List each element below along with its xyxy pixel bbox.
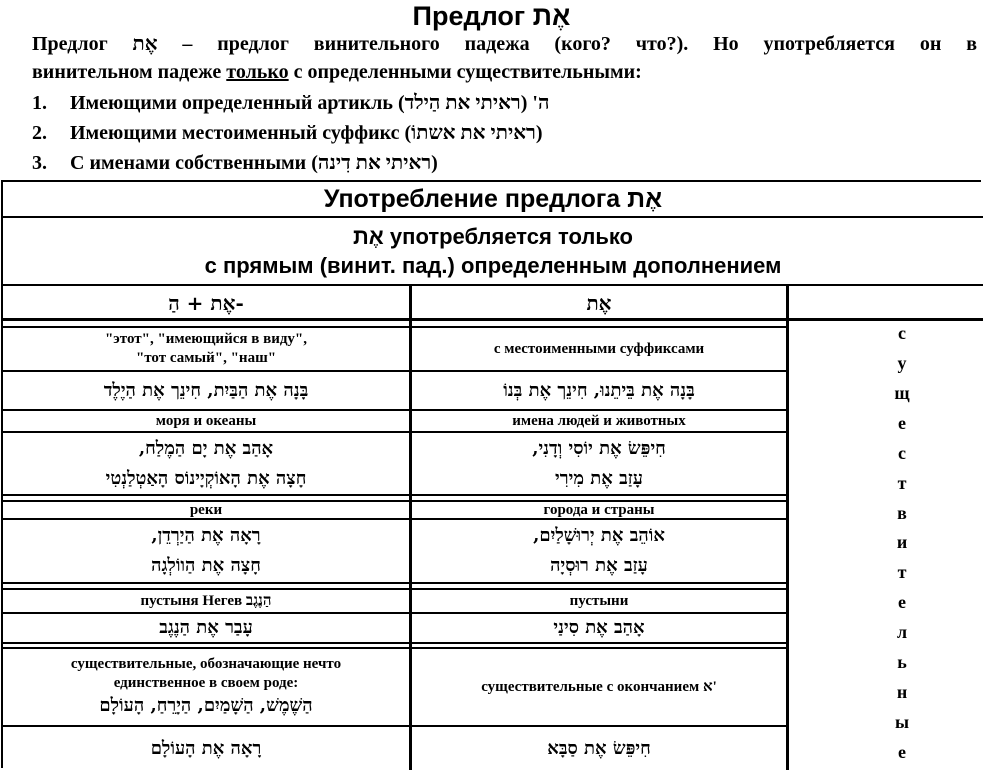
rus-line: реки	[189, 502, 223, 518]
side-vertical-word	[872, 323, 932, 763]
side-letter: щ	[894, 382, 910, 403]
table-row-5-right-heb	[412, 727, 786, 770]
table-row-5-left-rus	[3, 649, 409, 725]
table-subtitle	[3, 218, 983, 284]
table-row-1-right-heb	[412, 372, 786, 409]
rus-line: пустыни	[569, 592, 629, 609]
rus-line: города и страны	[543, 502, 655, 518]
usage-table	[1, 180, 981, 768]
list-number: 2.	[32, 122, 47, 144]
table-row-5-left-heb	[3, 727, 409, 770]
heb-line: בָּנָה אֶת בֵּיתֵנוּ, חִינֵך אֶת בְּנוֹ	[503, 379, 695, 401]
table-row-4-right-heb	[412, 614, 786, 642]
table-title: Употребление предлога אֶת	[323, 184, 663, 213]
heb-line: עָזַב אֶת רוּסְיָה	[550, 555, 648, 576]
rus-line: пустыня Негев הַנֶגֶב	[140, 592, 272, 609]
heb-line: אוֹהֵב אֶת יְרוּשָׁלַיִם,	[533, 525, 665, 546]
rus-line: единственное в своем роде:	[113, 675, 299, 691]
side-letter: е	[898, 741, 906, 762]
intro-line-1: Предлог אֶת – предлог винительного падежа (кого? что?). Но употребляется он в	[32, 33, 977, 55]
list-text: Имеющими определенный артикль ה' (ראיתי את הַילד)	[70, 92, 550, 114]
list-item	[32, 88, 549, 118]
heb-line: הַשֶׁמֶשׁ, הַשָׁמַיִם, הַיָרֵחַ, הָעוֹלָם	[99, 695, 313, 716]
table-row-3-right-heb	[412, 520, 786, 582]
table-row-1-right-rus	[412, 328, 786, 370]
heb-line: בָּנָה אֶת הַבַּיִת, חִינֵך אֶת הַיֶלֶד	[103, 379, 309, 401]
heb-line: רָאָה אֶת הַיַרְדֵן,	[151, 525, 261, 546]
table-row-4-right-rus	[412, 590, 786, 612]
side-letter: и	[896, 532, 908, 553]
side-letter: у	[897, 352, 907, 373]
table-row-2-left-rus	[3, 411, 409, 431]
rules-list	[32, 88, 549, 178]
table-row-1-left-rus	[3, 328, 409, 370]
rus-line: "этот", "имеющийся в виду",	[104, 331, 308, 347]
page-title: Предлог אֶת	[412, 1, 571, 31]
table-subtitle-line-2: с прямым (винит. пад.) определенным дополнением	[204, 253, 782, 278]
table-row-4-left-rus	[3, 590, 409, 612]
heb-line: חָצָה אֶת הַווֹלְגָה	[151, 555, 261, 576]
heb-line: חִיפֵּשׂ אֶת סַבָּא	[547, 737, 651, 759]
rus-line: существительные, обозначающие нечто	[70, 656, 342, 672]
list-item	[32, 118, 549, 148]
heb-line: חָצָה אֶת הָאוֹקְיָינוֹס הָאַטְלַנְטִי	[105, 467, 307, 489]
list-number: 3.	[32, 152, 47, 174]
heb-line: עָזַב אֶת מִירִי	[555, 467, 643, 489]
table-row-3-left-heb	[3, 520, 409, 582]
table-row-3-right-rus	[412, 502, 786, 518]
intro-line-2-before: винительном падеже	[32, 61, 227, 83]
rus-line: имена людей и животных	[512, 412, 686, 429]
intro-line-2-after: с определенными существительными:	[288, 61, 642, 83]
side-letter: ь	[897, 652, 907, 673]
rus-line: существительные с окончанием א'	[481, 678, 717, 695]
table-row-3-left-rus	[3, 502, 409, 518]
table-subtitle-line-1: אֶת употребляется только	[353, 224, 633, 249]
side-letter: е	[898, 592, 906, 613]
list-number: 1.	[32, 92, 47, 114]
heb-line: רָאָה אֶת הָעוֹלָם	[150, 737, 262, 759]
column-header-left: אֶת + הַ-	[168, 290, 244, 315]
list-text: Имеющими местоименный суффикс (ראיתי את אשתוֹ)	[70, 122, 543, 144]
heb-line: אָהַב אֶת סִינַי	[553, 617, 645, 638]
heb-line: חִיפֵּשׂ אֶת יוֹסִי וְדָנִי,	[532, 437, 666, 459]
side-letter: е	[898, 412, 906, 433]
side-letter: т	[897, 472, 907, 493]
list-item	[32, 148, 549, 178]
rus-line: моря и океаны	[155, 412, 257, 429]
intro-line-2	[32, 58, 642, 86]
column-header-right: אֶת	[586, 290, 612, 315]
rus-line: с местоименными суффиксами	[493, 340, 705, 357]
side-letter: с	[898, 323, 906, 343]
intro-underlined-word: только	[226, 61, 289, 83]
table-row-2-left-heb	[3, 433, 409, 494]
side-letter: л	[896, 622, 908, 643]
heb-line: עָבַר אֶת הַנֶגֶב	[159, 617, 253, 638]
table-row-1-left-heb	[3, 372, 409, 409]
list-text: С именами собственными (ראיתי את דִינה)	[70, 152, 438, 174]
table-row-2-right-heb	[412, 433, 786, 494]
rus-line: "тот самый", "наш"	[135, 350, 277, 366]
table-row-4-left-heb	[3, 614, 409, 642]
side-letter: с	[898, 442, 906, 463]
side-letter: т	[897, 562, 907, 583]
table-row-2-right-rus	[412, 411, 786, 431]
side-letter: в	[897, 502, 907, 523]
side-letter: н	[896, 682, 908, 703]
table-row-5-right-rus	[412, 649, 786, 725]
side-letter: ы	[894, 711, 910, 732]
heb-line: אָהַב אֶת יָם הַמֶלַח,	[138, 437, 274, 459]
